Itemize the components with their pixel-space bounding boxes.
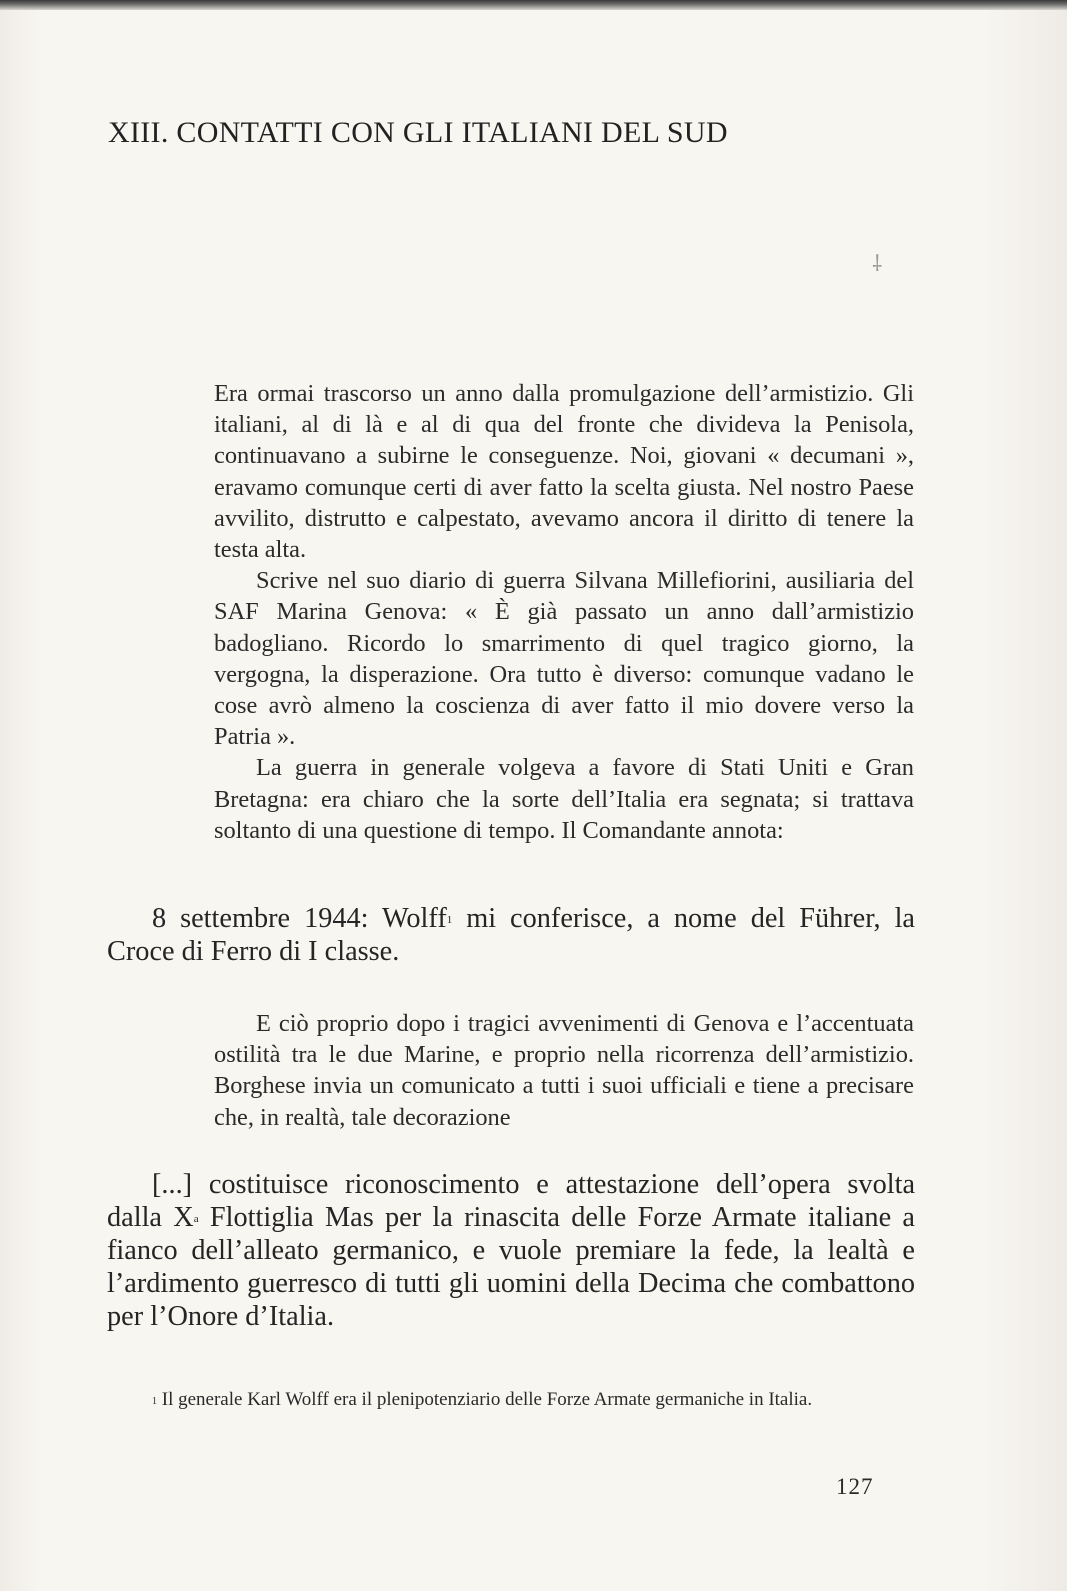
paragraph: Scrive nel suo diario di guerra Silvana Millefiorini, ausiliaria del SAF Marina Genova: « È già passato un anno dall’armistizio badogliano. Ricordo lo smarrimento di quel tragico giorno, la vergogna, la disperazione. Ora tutto è diverso: comunque vadano le cose avrò almeno la coscienza di aver fatto il mio dovere verso la Patria ». xyxy=(214,567,914,751)
page-top-edge xyxy=(0,0,1067,10)
body-section-2 xyxy=(214,1008,914,1133)
quote-text: mi conferisce, a nome del Führer, la Croce di Ferro di I classe. xyxy=(107,903,915,967)
paragraph: La guerra in generale volgeva a favore di Stati Uniti e Gran Bretagna: era chiaro che la sorte dell’Italia era segnata; si trattava soltanto di una questione di tempo. Il Comandante annota: xyxy=(214,754,914,844)
quote-text: [...] costituisce riconoscimento e attestazione dell’opera svolta dalla X xyxy=(107,1169,915,1233)
print-speck-mark: ⸸ xyxy=(872,251,883,276)
superscript: a xyxy=(193,1213,199,1225)
page-number: 127 xyxy=(836,1474,874,1499)
footnote-reference: 1 xyxy=(446,914,453,926)
body-section-1 xyxy=(214,378,914,846)
paragraph: Era ormai trascorso un anno dalla promulgazione dell’armistizio. Gli italiani, al di là e al di qua del fronte che divideva la Penisola, continuavano a subirne le conseguenze. Noi, giovani « decumani », eravamo comunque certi di aver fatto la scelta giusta. Nel nostro Paese avvilito, distrutto e calpestato, avevamo ancora il diritto di tenere la testa alta. xyxy=(214,380,914,564)
footnote xyxy=(107,1387,915,1413)
quote-text: 8 settembre 1944: Wolff xyxy=(152,903,447,934)
footnote-marker: 1 xyxy=(152,1396,157,1407)
quoted-communique xyxy=(107,1168,915,1333)
quoted-diary-entry xyxy=(107,902,915,968)
paragraph: E ciò proprio dopo i tragici avvenimenti di Genova e l’accentuata ostilità tra le due Marine, e proprio nella ricorrenza dell’armistizio. Borghese invia un comunicato a tutti i suoi ufficiali e tiene a precisare che, in realtà, tale decorazione xyxy=(214,1010,914,1131)
chapter-title: XIII. CONTATTI CON GLI ITALIANI DEL SUD xyxy=(108,116,728,149)
footnote-text: Il generale Karl Wolff era il plenipotenziario delle Forze Armate germaniche in Italia. xyxy=(157,1389,813,1410)
quote-text: Flottiglia Mas per la rinascita delle Forze Armate italiane a fianco dell’alleato germanico, e vuole premiare la fede, la lealtà e l’ardimento guerresco di tutti gli uomini della Decima che combattono per l’Onore d’Italia. xyxy=(107,1202,915,1332)
